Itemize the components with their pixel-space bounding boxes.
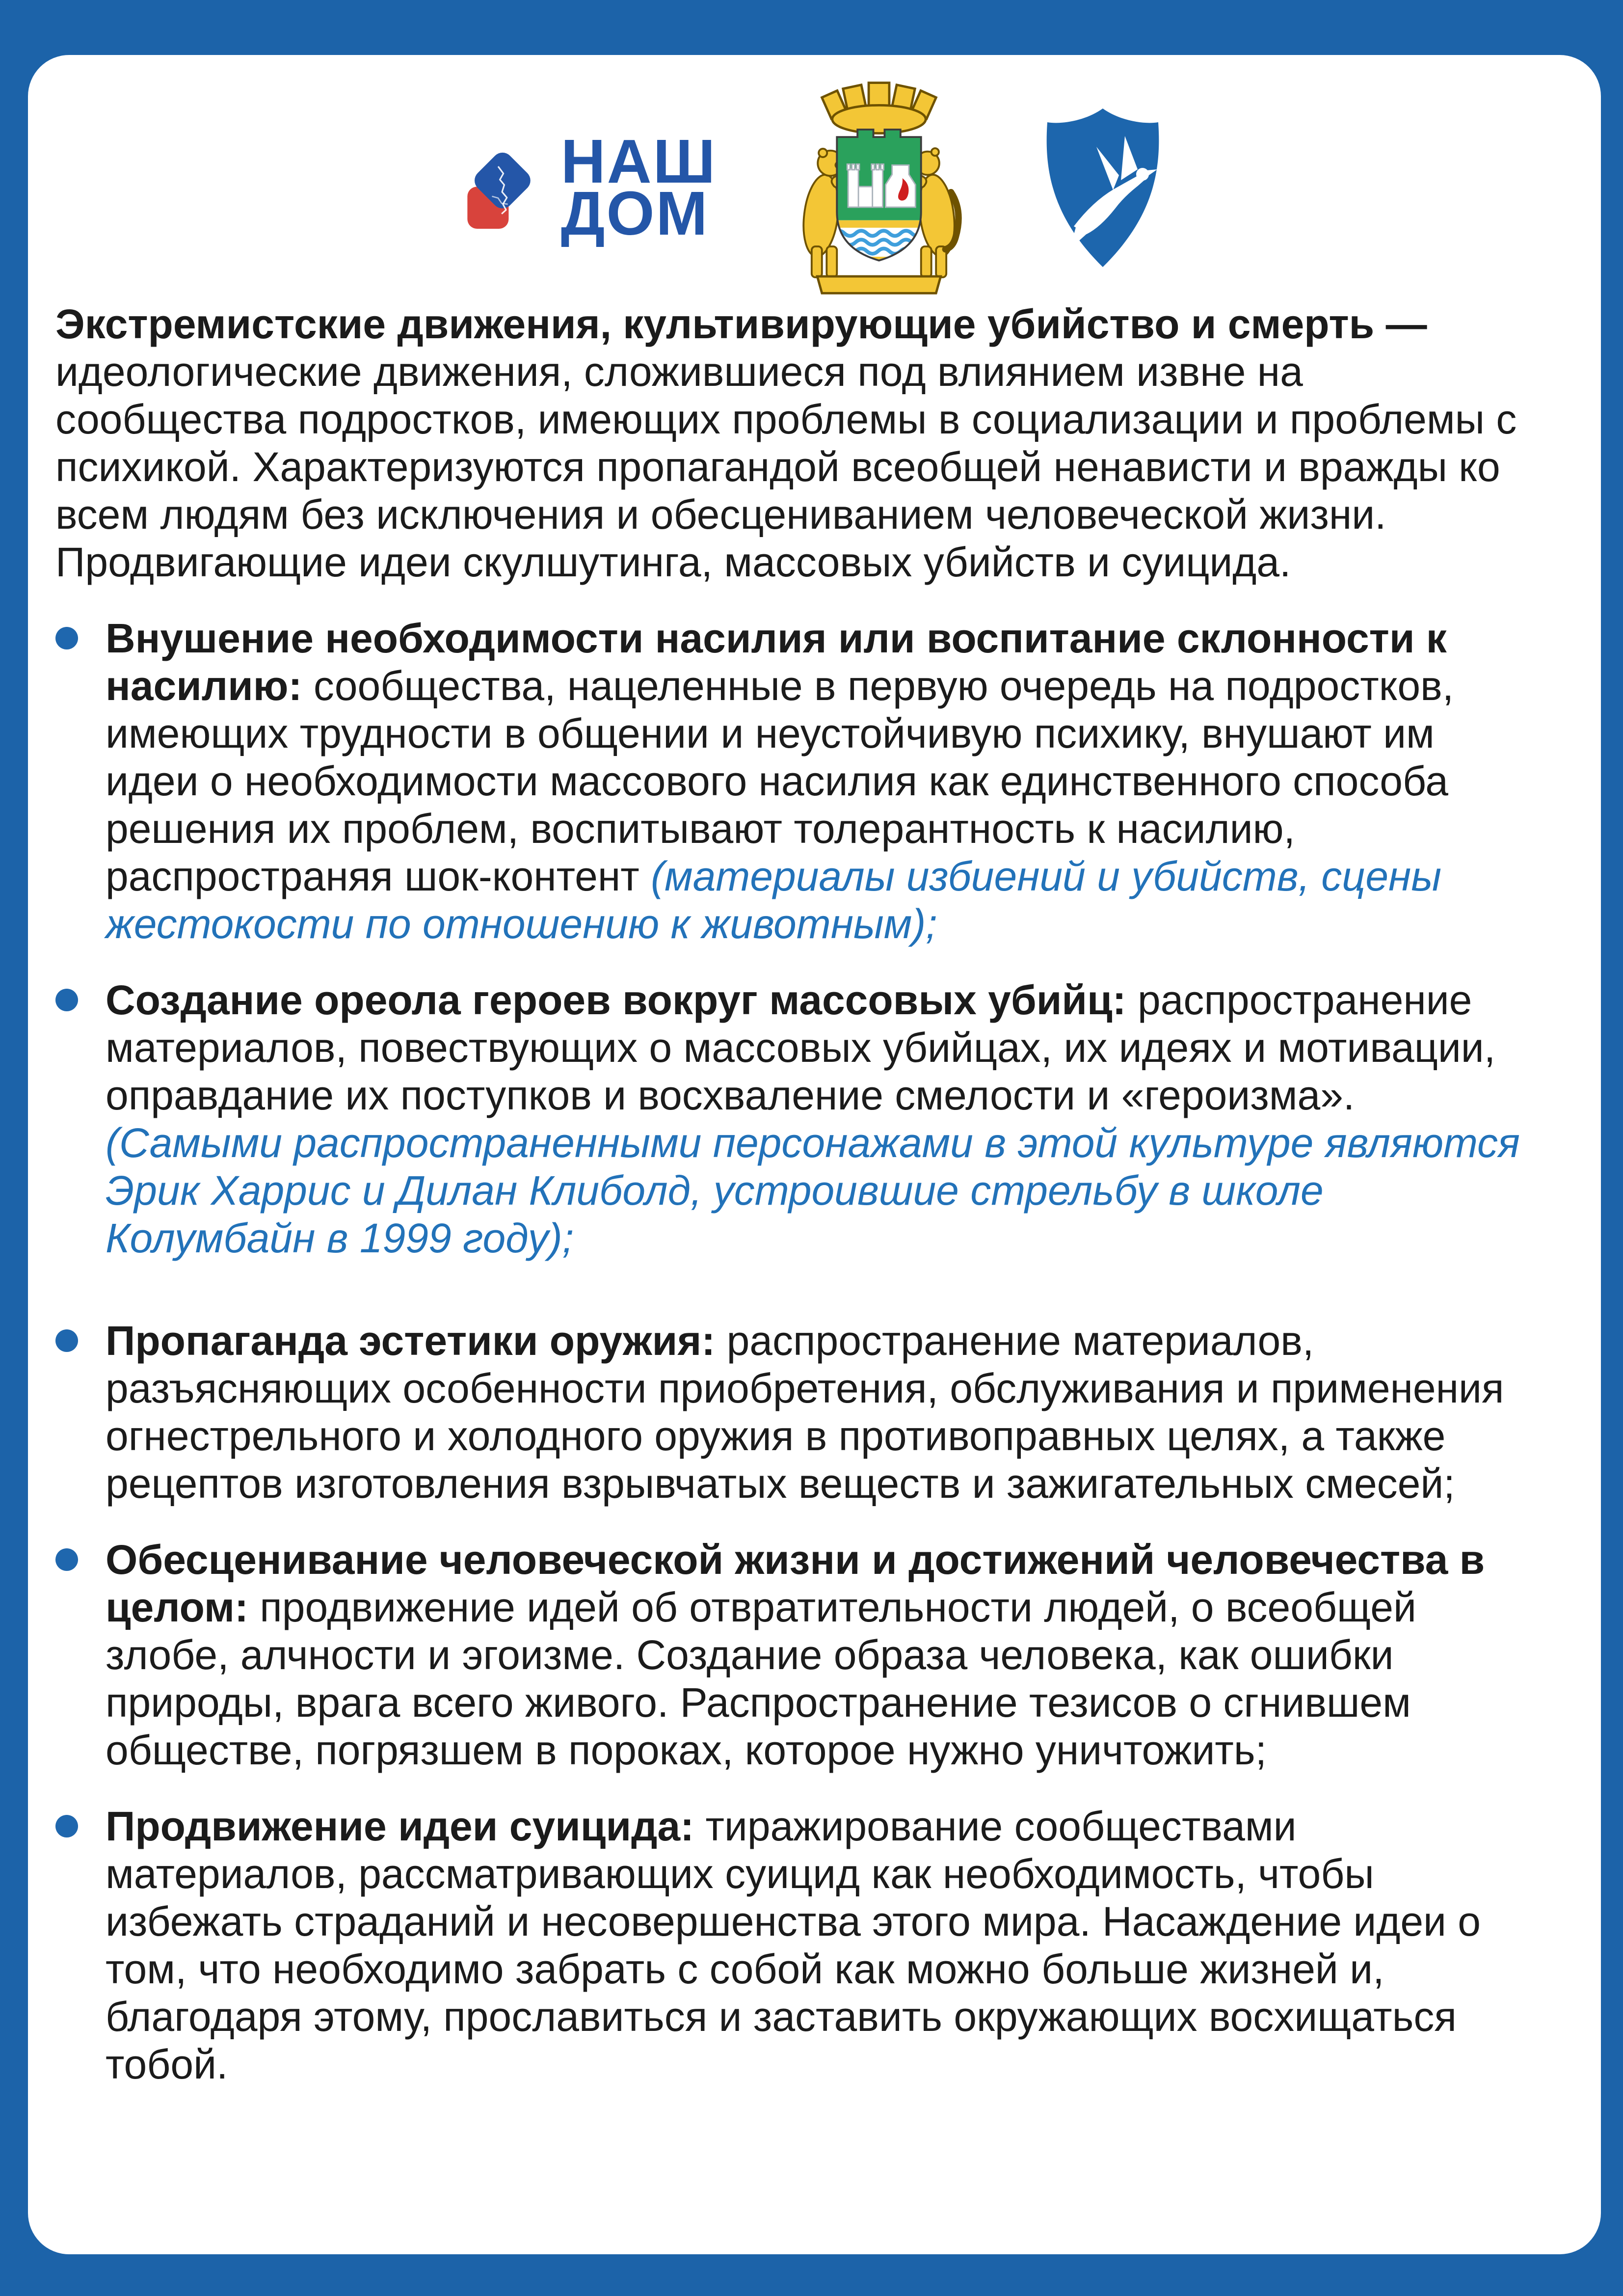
bullet-note: (Самыми распространенными персонажами в этой культуре являются Эрик Харрис и Дилан Клиболд, устроившие стрельбу в школе Колумбайн в 1999 году);: [106, 1120, 1520, 1261]
nash-dom-logo: [465, 127, 717, 248]
text-content: [28, 300, 1601, 2088]
nash-dom-wordmark: [560, 127, 717, 248]
bullet-lead: Обесценивание человеческой жизни и достижений человечества в целом:: [106, 1537, 1485, 1630]
intro-paragraph: [55, 300, 1538, 586]
bullet-item-weapon-aesthetics: [55, 1317, 1538, 1508]
bullet-note: (материалы избиений и убийств, сцены жестокости по отношению к животным);: [106, 853, 1442, 947]
bullet-marker-icon: [55, 989, 78, 1011]
bullet-item-devaluation: [55, 1536, 1538, 1774]
bullet-body: сообщества, нацеленные в первую очередь на подростков, имеющих трудности в общении и неустойчивую психику, внушают им идеи о необходимости массового насилия как единственного способа решения их проблем, воспитывают толерантность к насилию, распространяя шок-контент: [106, 663, 1454, 899]
intro-lead-bold: Экстремистские движения, культивирующие убийство и смерть —: [55, 301, 1427, 347]
nash-dom-word-1: НАШ: [560, 127, 717, 196]
bullet-body: продвижение идей об отвратительности людей, о всеобщей злобе, алчности и эгоизме. Создание образа человека, как ошибки природы, врага всего живого. Распространение тезисов о сгнившем обществе, погрязшем в пороках, которое нужно уничтожить;: [106, 1584, 1416, 1773]
bullet-marker-icon: [55, 627, 78, 649]
bullet-body: тиражирование сообществами материалов, рассматривающих суицид как необходимость, чтобы избежать страданий и несовершенства этого мира. Насаждение идеи о том, что необходимо забрать с собой как можно больше жизней и, благодаря этому, прославиться и заставить окружающих восхищаться тобой.: [106, 1803, 1481, 2087]
bullet-marker-icon: [55, 1815, 78, 1837]
shield-dove-icon: [1041, 106, 1164, 270]
bullet-lead: Создание ореола героев вокруг массовых убийц:: [106, 977, 1138, 1023]
logos-row: [28, 75, 1601, 300]
bullet-lead: Внушение необходимости насилия или воспитание склонности к насилию:: [106, 615, 1447, 709]
nash-dom-house-map-icon: [465, 143, 539, 232]
bullet-item-suicide-promotion: [55, 1803, 1538, 2088]
bullet-body: распространение материалов, повествующих о массовых убийцах, их идеях и мотивации, оправдание их поступков и восхваление смелости и «героизма».: [106, 977, 1496, 1118]
bullet-item-hero-halo: [55, 976, 1538, 1262]
bullet-lead: Продвижение идеи суицида:: [106, 1803, 706, 1849]
yekaterinburg-coat-of-arms-icon: [790, 75, 968, 300]
bullet-marker-icon: [55, 1329, 78, 1352]
nash-dom-word-2: ДОМ: [560, 179, 709, 248]
bullet-body: распространение материалов, разъясняющих особенности приобретения, обслуживания и применения огнестрельного и холодного оружия в противоправных целях, а также рецептов изготовления взрывчатых веществ и зажигательных смесей;: [106, 1318, 1504, 1507]
content-card: [28, 55, 1601, 2254]
bullet-item-violence: [55, 615, 1538, 948]
bullet-marker-icon: [55, 1548, 78, 1571]
bullet-list: [55, 615, 1538, 2088]
intro-body: идеологические движения, сложившиеся под влиянием извне на сообщества подростков, имеющих проблемы в социализации и проблемы с психикой. Характеризуются пропагандой всеобщей ненависти и вражды ко всем людям без исключения и обесцениванием человеческой жизни. Продвигающие идеи скулшутинга, массовых убийств и суицида.: [55, 349, 1517, 585]
bullet-lead: Пропаганда эстетики оружия:: [106, 1318, 727, 1364]
